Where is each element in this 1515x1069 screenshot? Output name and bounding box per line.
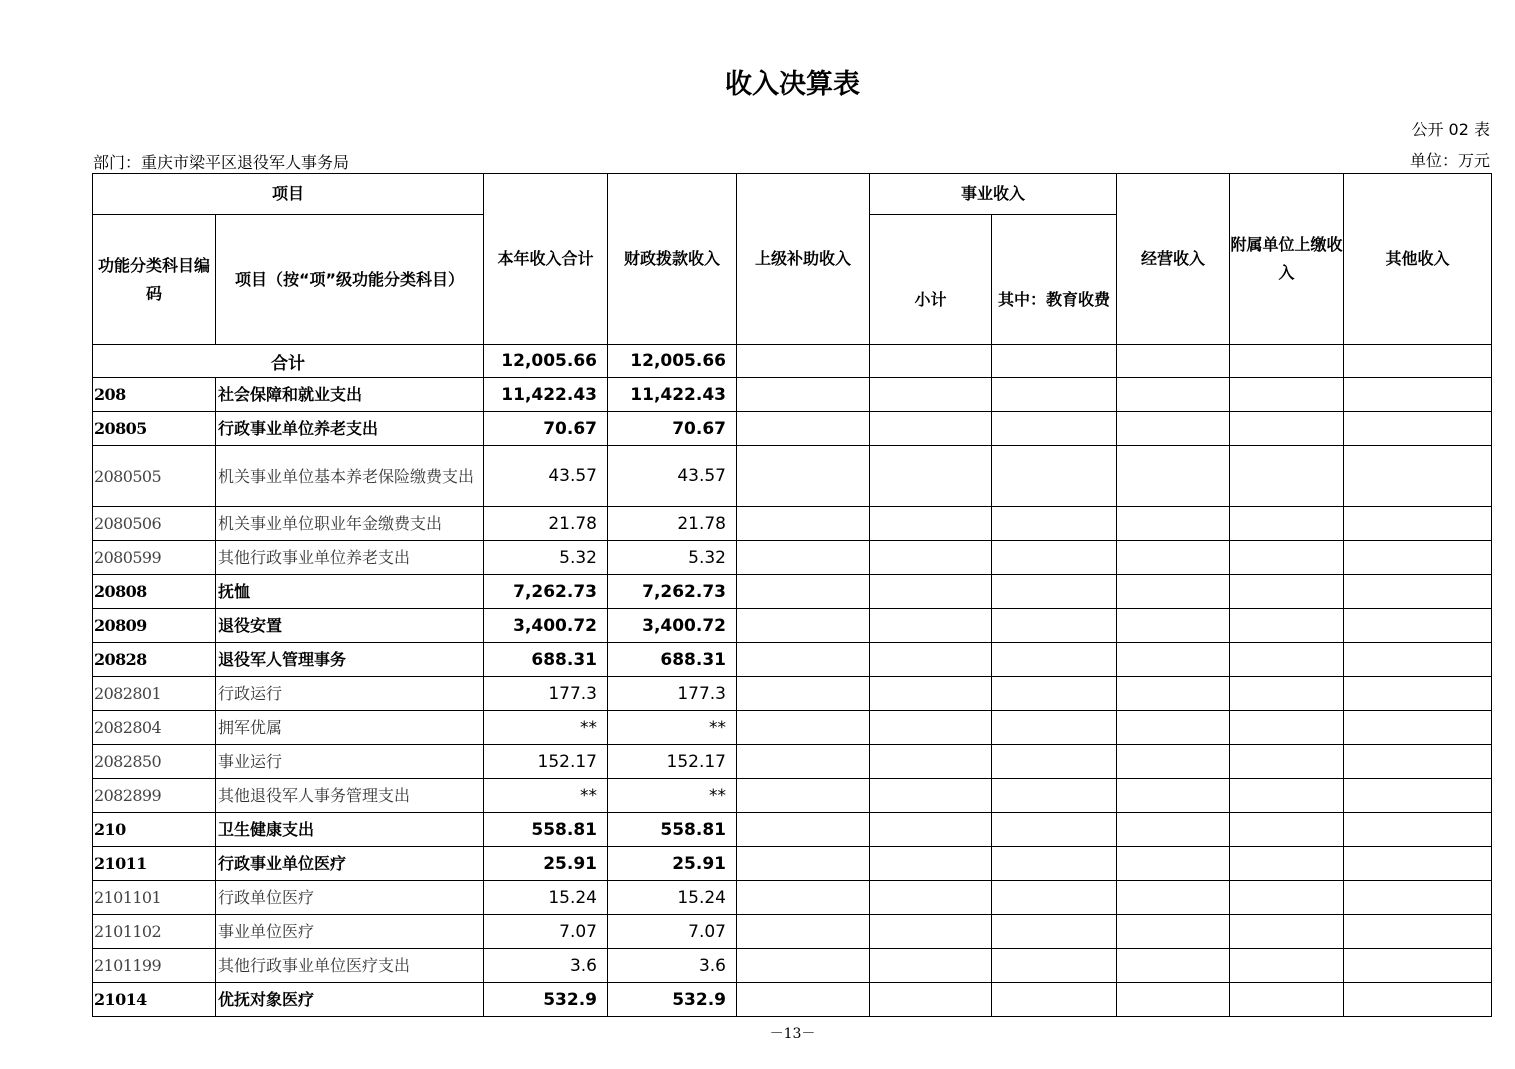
row-code: 21011 <box>93 847 216 881</box>
empty-cell <box>992 378 1117 412</box>
empty-cell <box>737 677 870 711</box>
page-title: 收入决算表 <box>725 69 860 100</box>
empty-cell <box>870 609 992 643</box>
row-code: 20808 <box>93 575 216 609</box>
row-total-income: 5.32 <box>484 541 608 575</box>
header-func-code: 功能分类科目编码 <box>93 215 216 345</box>
empty-cell <box>1230 847 1344 881</box>
empty-cell <box>737 609 870 643</box>
empty-cell <box>870 507 992 541</box>
table-row <box>93 378 1492 412</box>
empty-cell <box>737 412 870 446</box>
row-name: 退役军人管理事务 <box>216 643 484 677</box>
empty-cell <box>1117 983 1230 1017</box>
empty-cell <box>1117 847 1230 881</box>
empty-cell <box>737 983 870 1017</box>
row-code: 20828 <box>93 643 216 677</box>
empty-cell <box>1230 915 1344 949</box>
empty-cell <box>1344 378 1492 412</box>
row-total-income: 21.78 <box>484 507 608 541</box>
empty-cell <box>870 915 992 949</box>
total-row <box>93 345 1492 378</box>
empty-cell <box>992 541 1117 575</box>
row-fiscal: 152.17 <box>608 745 737 779</box>
header-total-income: 本年收入合计 <box>484 174 608 345</box>
empty-cell <box>1117 949 1230 983</box>
empty-cell <box>1344 847 1492 881</box>
empty-cell <box>870 779 992 813</box>
row-total-income: 3,400.72 <box>484 609 608 643</box>
unit-label: 单位：万元 <box>1409 151 1490 170</box>
empty-cell <box>992 949 1117 983</box>
table-row <box>93 847 1492 881</box>
header-operating: 经营收入 <box>1117 174 1230 345</box>
page-number: －13－ <box>769 1026 816 1042</box>
total-fiscal-value: 12,005.66 <box>608 345 737 378</box>
empty-cell <box>870 745 992 779</box>
row-name: 事业单位医疗 <box>216 915 484 949</box>
row-fiscal: 5.32 <box>608 541 737 575</box>
empty-cell <box>1344 813 1492 847</box>
empty-cell <box>992 446 1117 507</box>
empty-cell <box>1230 949 1344 983</box>
header-business-income: 事业收入 <box>870 174 1117 215</box>
table-row <box>93 983 1492 1017</box>
header-subtotal: 小计 <box>870 215 992 345</box>
empty-cell <box>1230 575 1344 609</box>
row-code: 2101199 <box>93 949 216 983</box>
empty-cell <box>992 643 1117 677</box>
table-row <box>93 412 1492 446</box>
row-fiscal: 688.31 <box>608 643 737 677</box>
empty-cell <box>1230 813 1344 847</box>
empty-cell <box>1117 813 1230 847</box>
row-name: 机关事业单位职业年金缴费支出 <box>216 507 484 541</box>
row-name: 抚恤 <box>216 575 484 609</box>
empty-cell <box>737 779 870 813</box>
empty-cell <box>870 711 992 745</box>
row-name: 其他退役军人事务管理支出 <box>216 779 484 813</box>
row-name: 卫生健康支出 <box>216 813 484 847</box>
row-fiscal: 70.67 <box>608 412 737 446</box>
empty-cell <box>737 813 870 847</box>
income-table <box>92 173 1492 1017</box>
form-number: 公开 02 表 <box>1411 120 1490 139</box>
empty-cell <box>1117 446 1230 507</box>
empty-cell <box>1230 711 1344 745</box>
row-code: 2082804 <box>93 711 216 745</box>
empty-cell <box>1230 378 1344 412</box>
row-total-income: 7,262.73 <box>484 575 608 609</box>
row-name: 行政运行 <box>216 677 484 711</box>
row-total-income: 152.17 <box>484 745 608 779</box>
empty-cell <box>1344 609 1492 643</box>
empty-cell <box>1230 745 1344 779</box>
empty-cell <box>1230 677 1344 711</box>
empty-cell <box>1117 745 1230 779</box>
empty-cell <box>1344 779 1492 813</box>
row-fiscal: 15.24 <box>608 881 737 915</box>
row-code: 210 <box>93 813 216 847</box>
header-other: 其他收入 <box>1344 174 1492 345</box>
row-code: 2082899 <box>93 779 216 813</box>
row-name: 其他行政事业单位医疗支出 <box>216 949 484 983</box>
row-fiscal: 3.6 <box>608 949 737 983</box>
empty-cell <box>992 412 1117 446</box>
empty-cell <box>737 949 870 983</box>
row-code: 2082850 <box>93 745 216 779</box>
empty-cell <box>1344 643 1492 677</box>
empty-cell <box>1344 541 1492 575</box>
row-fiscal: 7,262.73 <box>608 575 737 609</box>
empty-cell <box>870 983 992 1017</box>
empty-cell <box>870 847 992 881</box>
row-fiscal: 11,422.43 <box>608 378 737 412</box>
table-row <box>93 541 1492 575</box>
row-code: 2082801 <box>93 677 216 711</box>
row-fiscal: 532.9 <box>608 983 737 1017</box>
empty-cell <box>737 847 870 881</box>
table-row <box>93 881 1492 915</box>
empty-cell <box>1344 881 1492 915</box>
empty-cell <box>1344 983 1492 1017</box>
table-row <box>93 446 1492 507</box>
empty-cell <box>1117 881 1230 915</box>
empty-cell <box>870 813 992 847</box>
header-affiliated: 附属单位上缴收入 <box>1230 174 1344 345</box>
row-name: 机关事业单位基本养老保险缴费支出 <box>216 446 484 507</box>
empty-cell <box>992 915 1117 949</box>
empty-cell <box>870 575 992 609</box>
empty-cell <box>992 983 1117 1017</box>
row-total-income: 25.91 <box>484 847 608 881</box>
empty-cell <box>1230 643 1344 677</box>
table-row <box>93 677 1492 711</box>
header-item: 项目 <box>93 174 484 215</box>
row-code: 2080599 <box>93 541 216 575</box>
empty-cell <box>1344 745 1492 779</box>
empty-cell <box>1344 915 1492 949</box>
row-total-income: 3.6 <box>484 949 608 983</box>
header-education-fee: 其中：教育收费 <box>992 215 1117 345</box>
header-fiscal: 财政拨款收入 <box>608 174 737 345</box>
row-total-income: 43.57 <box>484 446 608 507</box>
row-code: 20809 <box>93 609 216 643</box>
table-row <box>93 609 1492 643</box>
empty-cell <box>870 881 992 915</box>
row-fiscal: 43.57 <box>608 446 737 507</box>
table-row <box>93 779 1492 813</box>
empty-cell <box>992 745 1117 779</box>
empty-cell <box>737 881 870 915</box>
empty-cell <box>992 847 1117 881</box>
empty-cell <box>1117 507 1230 541</box>
row-fiscal: 7.07 <box>608 915 737 949</box>
empty-cell <box>1230 881 1344 915</box>
row-total-income: 532.9 <box>484 983 608 1017</box>
row-total-income: 7.07 <box>484 915 608 949</box>
table-row <box>93 813 1492 847</box>
empty-cell <box>992 609 1117 643</box>
row-name: 行政单位医疗 <box>216 881 484 915</box>
row-fiscal: 21.78 <box>608 507 737 541</box>
row-fiscal: 177.3 <box>608 677 737 711</box>
empty-cell <box>1117 609 1230 643</box>
row-total-income: 70.67 <box>484 412 608 446</box>
row-total-income: 688.31 <box>484 643 608 677</box>
empty-cell <box>870 446 992 507</box>
empty-cell <box>1230 779 1344 813</box>
empty-cell <box>992 813 1117 847</box>
empty-cell <box>870 677 992 711</box>
row-fiscal: 558.81 <box>608 813 737 847</box>
row-total-income: 177.3 <box>484 677 608 711</box>
empty-cell <box>870 949 992 983</box>
empty-cell <box>1117 779 1230 813</box>
empty-cell <box>737 745 870 779</box>
header-superior-subsidy: 上级补助收入 <box>737 174 870 345</box>
empty-cell <box>1344 677 1492 711</box>
row-name: 退役安置 <box>216 609 484 643</box>
row-fiscal: ** <box>608 779 737 813</box>
empty-cell <box>1344 412 1492 446</box>
empty-cell <box>992 677 1117 711</box>
empty-cell <box>1230 541 1344 575</box>
row-code: 2101102 <box>93 915 216 949</box>
empty-cell <box>1117 541 1230 575</box>
total-income-value: 12,005.66 <box>484 345 608 378</box>
table-row <box>93 949 1492 983</box>
department-label: 部门：重庆市梁平区退役军人事务局 <box>93 153 350 172</box>
empty-cell <box>1230 507 1344 541</box>
empty-cell <box>1344 446 1492 507</box>
row-name: 行政事业单位养老支出 <box>216 412 484 446</box>
empty-cell <box>1344 507 1492 541</box>
empty-cell <box>992 881 1117 915</box>
empty-cell <box>1117 915 1230 949</box>
row-code: 20805 <box>93 412 216 446</box>
empty-cell <box>737 507 870 541</box>
empty-cell <box>870 378 992 412</box>
row-name: 优抚对象医疗 <box>216 983 484 1017</box>
empty-cell <box>992 779 1117 813</box>
empty-cell <box>1344 711 1492 745</box>
empty-cell <box>737 541 870 575</box>
row-code: 208 <box>93 378 216 412</box>
empty-cell <box>1117 575 1230 609</box>
table-row <box>93 711 1492 745</box>
empty-cell <box>992 711 1117 745</box>
empty-cell <box>992 575 1117 609</box>
row-total-income: 558.81 <box>484 813 608 847</box>
empty-cell <box>737 378 870 412</box>
empty-cell <box>1344 575 1492 609</box>
empty-cell <box>870 541 992 575</box>
row-code: 2101101 <box>93 881 216 915</box>
empty-cell <box>737 643 870 677</box>
table-row <box>93 575 1492 609</box>
empty-cell <box>737 915 870 949</box>
table-row <box>93 643 1492 677</box>
empty-cell <box>870 643 992 677</box>
empty-cell <box>1117 643 1230 677</box>
row-fiscal: 25.91 <box>608 847 737 881</box>
row-total-income: 11,422.43 <box>484 378 608 412</box>
empty-cell <box>1230 609 1344 643</box>
empty-cell <box>870 412 992 446</box>
table-row <box>93 507 1492 541</box>
row-code: 2080505 <box>93 446 216 507</box>
empty-cell <box>1344 949 1492 983</box>
row-code: 2080506 <box>93 507 216 541</box>
table-row <box>93 915 1492 949</box>
row-name: 拥军优属 <box>216 711 484 745</box>
row-total-income: 15.24 <box>484 881 608 915</box>
empty-cell <box>1230 446 1344 507</box>
row-code: 21014 <box>93 983 216 1017</box>
empty-cell <box>1230 983 1344 1017</box>
empty-cell <box>737 711 870 745</box>
total-label: 合计 <box>93 345 484 378</box>
empty-cell <box>1117 711 1230 745</box>
empty-cell <box>992 507 1117 541</box>
row-name: 其他行政事业单位养老支出 <box>216 541 484 575</box>
row-fiscal: ** <box>608 711 737 745</box>
empty-cell <box>737 575 870 609</box>
empty-cell <box>737 446 870 507</box>
empty-cell <box>1117 412 1230 446</box>
row-name: 社会保障和就业支出 <box>216 378 484 412</box>
row-fiscal: 3,400.72 <box>608 609 737 643</box>
header-item-name: 项目（按“项”级功能分类科目） <box>216 215 484 345</box>
row-name: 事业运行 <box>216 745 484 779</box>
row-total-income: ** <box>484 779 608 813</box>
row-name: 行政事业单位医疗 <box>216 847 484 881</box>
empty-cell <box>1117 677 1230 711</box>
empty-cell <box>1117 378 1230 412</box>
row-total-income: ** <box>484 711 608 745</box>
table-row <box>93 745 1492 779</box>
empty-cell <box>1230 412 1344 446</box>
